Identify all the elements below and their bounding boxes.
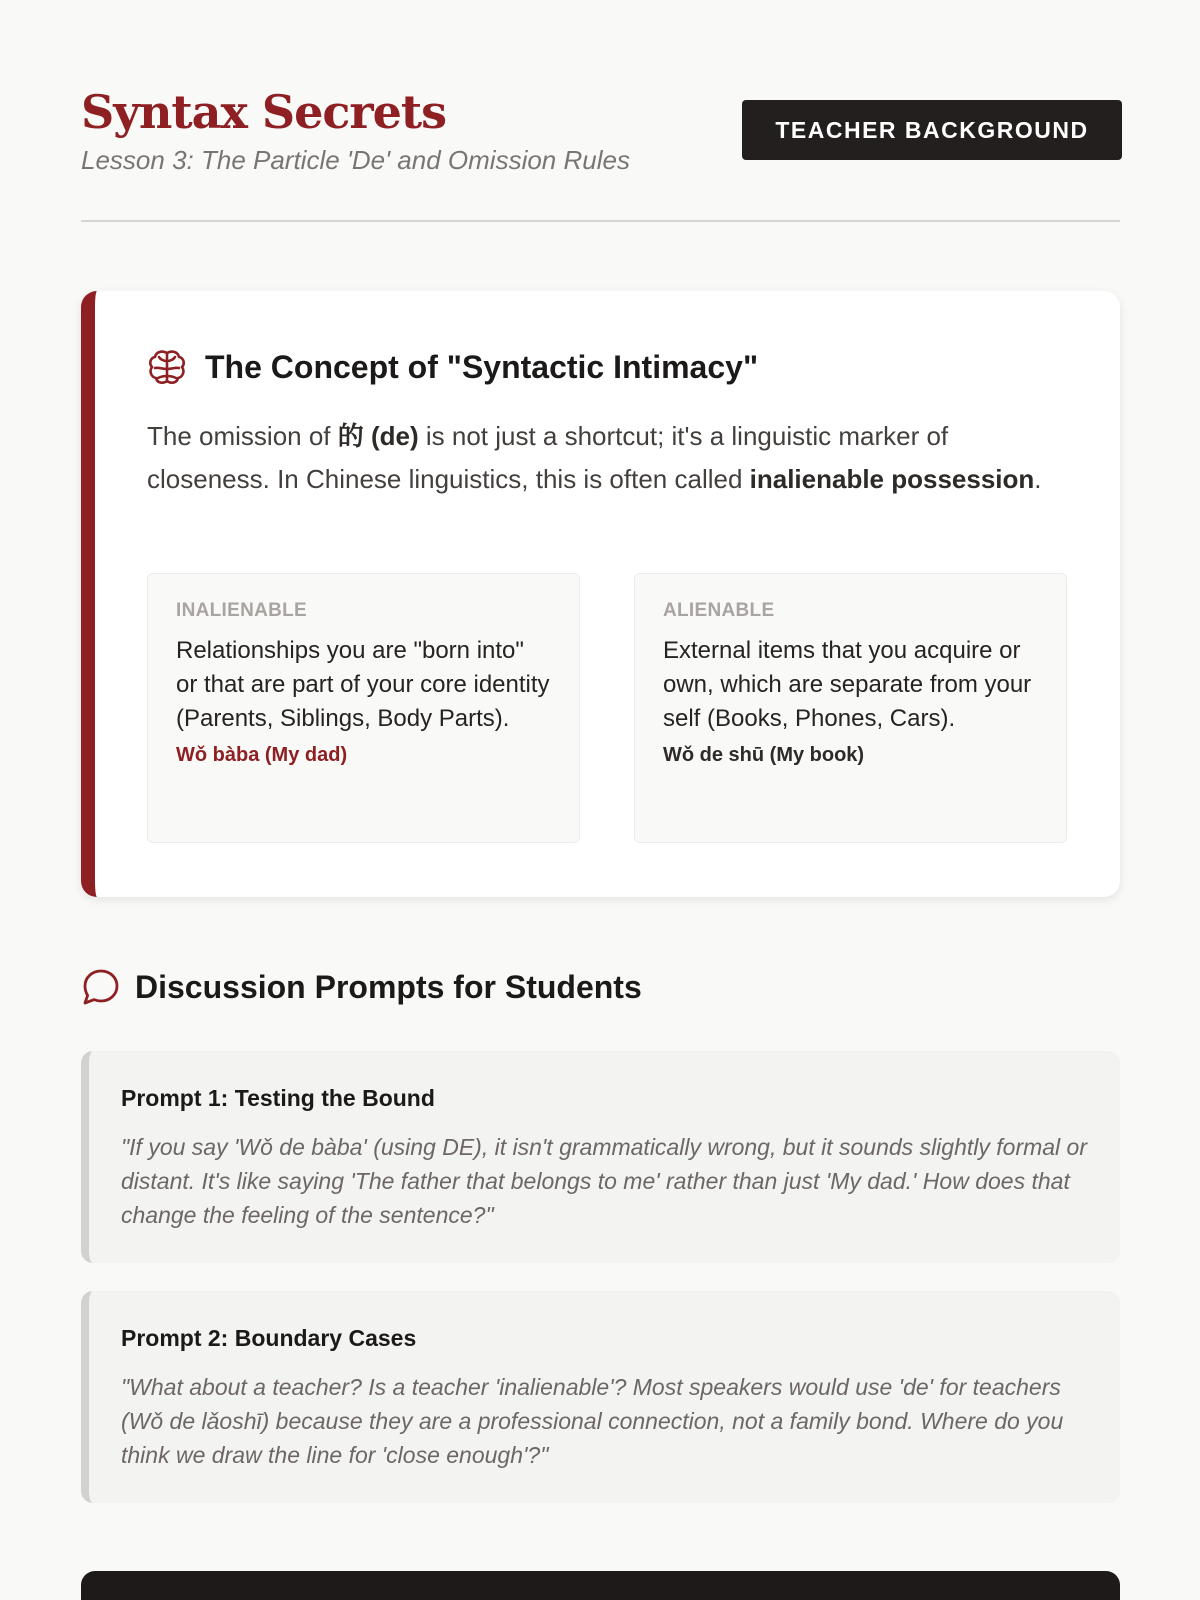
page-header	[81, 0, 1120, 222]
concept-text-end: .	[1034, 464, 1042, 494]
concept-heading	[147, 347, 758, 387]
concept-description	[147, 415, 1047, 501]
particle-de: 的 (de)	[337, 421, 419, 451]
prompt-text: "What about a teacher? Is a teacher 'inalienable'? Most speakers would use 'de' for teachers (Wǒ de lǎoshī) because they are a professional connection, not a family bond. Where do you think we draw the line for 'close enough'?"	[121, 1374, 1064, 1468]
page-title: Syntax Secrets	[81, 85, 447, 139]
inalienable-description: Relationships you are "born into" or that are part of your core identity (Parents, Siblings, Body Parts).	[176, 637, 550, 732]
teacher-background-button[interactable]: TEACHER BACKGROUND	[742, 100, 1122, 160]
brain-icon	[147, 347, 187, 387]
footer-section	[81, 1571, 1120, 1600]
alienable-description: External items that you acquire or own, which are separate from your self (Books, Phones, Cars).	[663, 637, 1032, 732]
concept-title: The Concept of "Syntactic Intimacy"	[205, 348, 759, 385]
lesson-page	[81, 0, 1120, 1468]
alienable-example: Wǒ de shū (My book)	[663, 744, 865, 766]
speech-bubble-icon	[81, 967, 121, 1007]
inalienable-box	[147, 573, 580, 843]
prompt-card	[81, 1051, 1120, 1263]
concept-card	[81, 291, 1120, 897]
prompt-title: Prompt 2: Boundary Cases	[121, 1325, 417, 1351]
discussion-heading	[81, 967, 642, 1007]
concept-text-start: The omission of	[147, 421, 338, 451]
term-inalienable-possession: inalienable possession	[749, 464, 1035, 494]
concept-text-middle: is not just a shortcut; it's a linguistic marker of closeness. In Chinese linguistics, this is often called	[147, 421, 949, 494]
lesson-subtitle: Lesson 3: The Particle 'De' and Omission Rules	[81, 145, 630, 175]
prompt-card	[81, 1291, 1120, 1503]
alienable-box	[634, 573, 1067, 843]
inalienable-label: INALIENABLE	[176, 600, 308, 621]
inalienable-example: Wǒ bàba (My dad)	[176, 744, 348, 766]
prompt-title: Prompt 1: Testing the Bound	[121, 1085, 435, 1111]
alienable-label: ALIENABLE	[663, 600, 775, 621]
discussion-title: Discussion Prompts for Students	[135, 968, 642, 1005]
prompt-text: "If you say 'Wǒ de bàba' (using DE), it isn't grammatically wrong, but it sounds slightly formal or distant. It's like saying 'The father that belongs to me' rather than just 'My dad.' How does that change the feeling of the sentence?"	[121, 1134, 1087, 1228]
